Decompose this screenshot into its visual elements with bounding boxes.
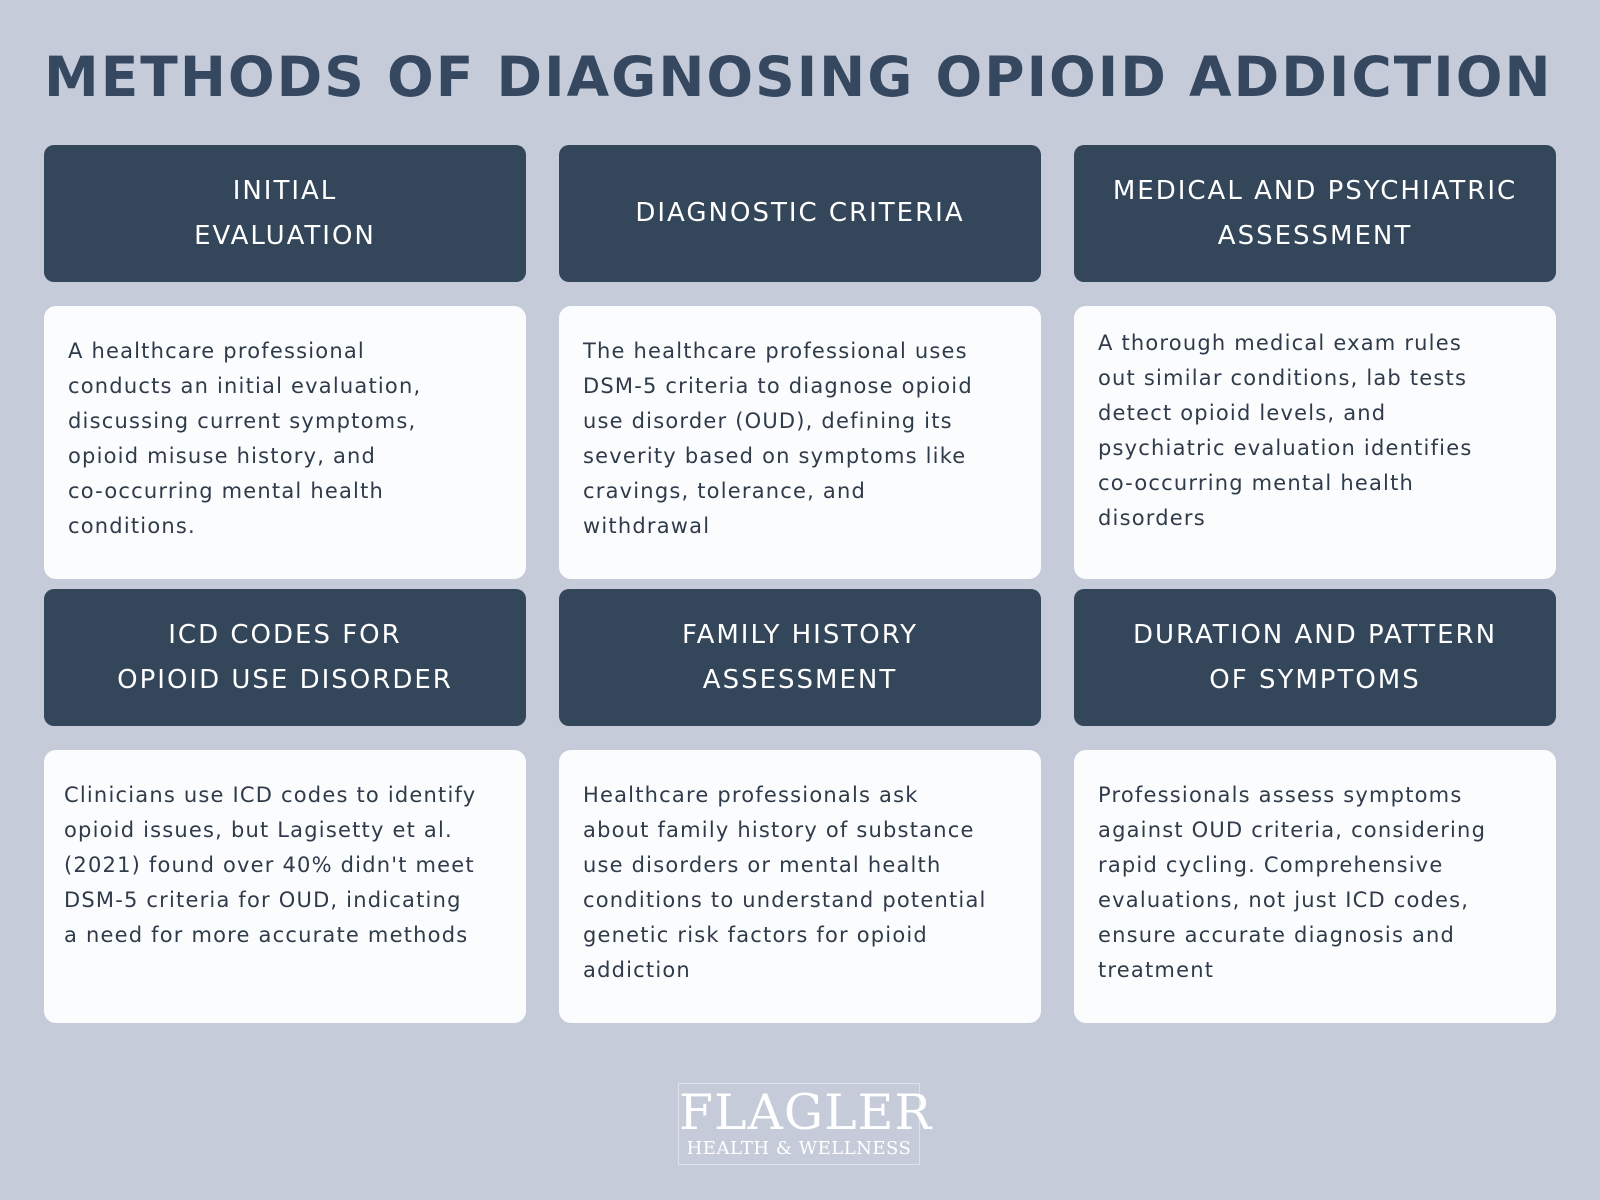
flagler-logo xyxy=(678,1083,933,1165)
card-heading-medical-psychiatric-assessment xyxy=(1074,145,1556,282)
card-heading-diagnostic-criteria xyxy=(559,145,1041,282)
card-body-diagnostic-criteria xyxy=(559,306,1041,579)
card-body-family-history xyxy=(559,750,1041,1023)
card-heading-initial-evaluation xyxy=(44,145,526,282)
card-heading-family-history xyxy=(559,589,1041,726)
card-body-icd-codes xyxy=(44,750,526,1023)
card-heading-text: ICD CODES FOR OPIOID USE DISORDER xyxy=(117,619,453,695)
methods-grid xyxy=(44,145,1556,982)
card-heading-text: INITIAL EVALUATION xyxy=(194,175,376,251)
card-body-text: The healthcare professional uses DSM-5 criteria to diagnose opioid use disorder (OUD), defining its severity based on symptoms like cravings, tolerance, and withdrawal xyxy=(583,339,973,538)
card-body-medical-psychiatric-assessment xyxy=(1074,306,1556,579)
card-body-text: Professionals assess symptoms against OUD criteria, considering rapid cycling. Comprehensive evaluations, not just ICD codes, ensure accurate diagnosis and treatment xyxy=(1098,783,1487,982)
card-body-duration-pattern xyxy=(1074,750,1556,1023)
card-body-text: A healthcare professional conducts an initial evaluation, discussing current symptoms, opioid misuse history, and co-occurring mental health conditions. xyxy=(68,339,422,538)
logo-name: FLAGLER xyxy=(679,1084,933,1141)
card-body-text: Clinicians use ICD codes to identify opioid issues, but Lagisetty et al. (2021) found over 40% didn't meet DSM-5 criteria for OUD, indicating a need for more accurate methods xyxy=(64,783,477,947)
card-heading-icd-codes xyxy=(44,589,526,726)
card-body-text: Healthcare professionals ask about family history of substance use disorders or mental health conditions to understand potential genetic risk factors for opioid addiction xyxy=(583,783,987,982)
card-heading-text: DIAGNOSTIC CRITERIA xyxy=(635,198,965,228)
card-heading-text: MEDICAL AND PSYCHIATRIC ASSESSMENT xyxy=(1112,175,1518,251)
page-title: METHODS OF DIAGNOSING OPIOID ADDICTION xyxy=(44,45,1553,109)
card-heading-duration-pattern xyxy=(1074,589,1556,726)
card-body-text: A thorough medical exam rules out similar conditions, lab tests detect opioid levels, and psychiatric evaluation identifies co-occurring mental health disorders xyxy=(1098,331,1473,530)
logo-tagline: HEALTH & WELLNESS xyxy=(686,1138,912,1159)
card-heading-text: DURATION AND PATTERN OF SYMPTOMS xyxy=(1132,619,1498,695)
card-body-initial-evaluation xyxy=(44,306,526,579)
card-heading-text: FAMILY HISTORY ASSESSMENT xyxy=(682,619,918,695)
